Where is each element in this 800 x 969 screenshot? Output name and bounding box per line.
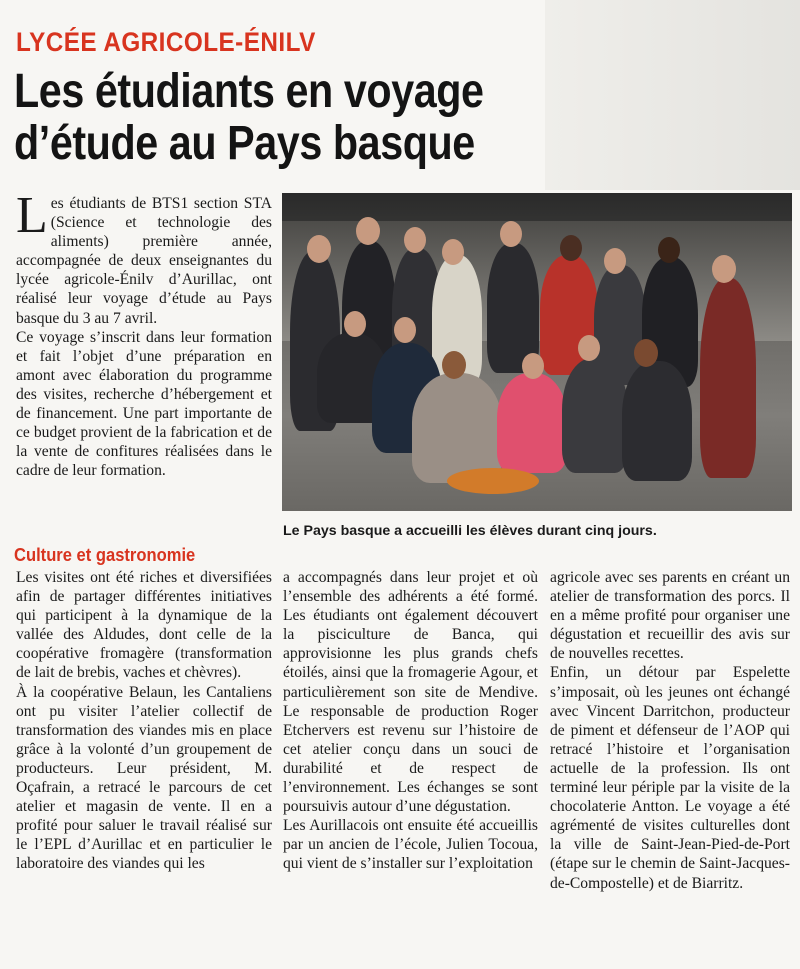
background-adjacent-page bbox=[545, 0, 800, 190]
photo-head bbox=[578, 335, 600, 361]
col1-paragraph-2: À la coopérative Belaun, les Cantaliens ont pu visiter l’atelier collectif de transformation des viandes mis en place grâce à la volonté d’un groupement de producteurs. Leur président, M. Oçafrain, a retracé le parcours de cet atelier et magasin de vente. Il en a profité pour saluer le travail réalisé sur le l’EPL d’Aurillac et en particulier le laboratoire des viandes qui les bbox=[16, 683, 272, 873]
photo-head bbox=[712, 255, 736, 283]
photo-orange-disk bbox=[447, 468, 539, 494]
col2-paragraph-1: a accompagnés dans leur projet et où l’ensemble des adhérents a été formé. Les étudiants ont également découvert la pisciculture de Banca, qui approvisionne les plus grands chefs étoilés, ainsi que la fromagerie Agour, et particulièrement son site de Mendive. Le responsable de production Roger Etchervers est revenu sur l’histoire de cet atelier conçu dans un souci de durabilité et de respect de l’environnement. Les échanges se sont poursuivis autour d’une dégustation. bbox=[283, 569, 538, 816]
intro-text-1: es étudiants de BTS1 section STA (Science et technologie des aliments) première année, accompagnée de deux enseignantes du lycée agricole-Énilv d’Aurillac, ont réalisé leur voyage d’étude au Pays basque du 3 au 7 avril. bbox=[16, 195, 272, 327]
photo-head bbox=[344, 311, 366, 337]
intro-paragraph-1 bbox=[16, 187, 272, 328]
photo-head bbox=[404, 227, 426, 253]
body-column-3 bbox=[550, 568, 790, 893]
photo-head bbox=[307, 235, 331, 263]
photo-head bbox=[634, 339, 658, 367]
photo-head bbox=[560, 235, 582, 261]
photo-head bbox=[658, 237, 680, 263]
photo-head bbox=[442, 351, 466, 379]
photo-person bbox=[622, 361, 692, 481]
col3-paragraph-2: Enfin, un détour par Espelette s’imposait, où les jeunes ont échangé avec Vincent Darritchon, producteur de piment et défenseur de l’AOP qui retracé l’histoire et l’organisation actuelle de la profession. Ils ont terminé leur périple par la visite de la chocolaterie Antton. Le voyage a été agrémenté de visites culturelles dont la ville de Saint-Jean-Pied-de-Port (étape sur le chemin de Saint-Jacques-de-Compostelle) et de Biarritz. bbox=[550, 664, 790, 892]
photo-head bbox=[522, 353, 544, 379]
photo-head bbox=[442, 239, 464, 265]
article-kicker: LYCÉE AGRICOLE-ÉNILV bbox=[16, 27, 316, 57]
body-column-1 bbox=[16, 568, 272, 874]
col1-paragraph-1: Les visites ont été riches et diversifiées afin de partager différentes initiatives qui participent à la dynamique de la vallée des Aldudes, dont celle de la coopérative fromagère (transformation de lait de brebis, vaches et chèvres). bbox=[16, 569, 272, 682]
headline-line-1: Les étudiants en voyage bbox=[14, 65, 484, 118]
col2-paragraph-2: Les Aurillacois ont ensuite été accueillis par un ancien de l’école, Julien Tocoua, qui vient de s’installer sur l’exploitation bbox=[283, 817, 538, 873]
intro-paragraph-2: Ce voyage s’inscrit dans leur formation et fait l’objet d’une préparation en amont avec élaboration du programme des visites, recherche d’hébergement et de financement. Une part importante de ce budget provient de la fabrication et de la vente de confitures réalisées dans le cadre de leur formation. bbox=[16, 328, 272, 480]
photo-head bbox=[604, 248, 626, 274]
body-column-2 bbox=[283, 568, 538, 874]
photo-caption: Le Pays basque a accueilli les élèves durant cinq jours. bbox=[283, 523, 657, 539]
section-heading: Culture et gastronomie bbox=[14, 545, 196, 565]
photo-person bbox=[497, 373, 567, 473]
headline-line-2: d’étude au Pays basque bbox=[14, 117, 475, 170]
photo-head bbox=[394, 317, 416, 343]
photo-person bbox=[412, 373, 502, 483]
group-photo bbox=[282, 193, 792, 511]
photo-head bbox=[356, 217, 380, 245]
article-headline bbox=[14, 65, 484, 170]
col3-paragraph-1: agricole avec ses parents en créant un atelier de transformation des porcs. Il en a même profité pour organiser une dégustation et recueillir des avis sur de nouvelles recettes. bbox=[550, 569, 790, 663]
drop-cap: L bbox=[16, 187, 48, 244]
photo-head bbox=[500, 221, 522, 247]
intro-column bbox=[16, 187, 272, 480]
photo-person bbox=[700, 278, 756, 478]
photo-person bbox=[562, 358, 628, 473]
